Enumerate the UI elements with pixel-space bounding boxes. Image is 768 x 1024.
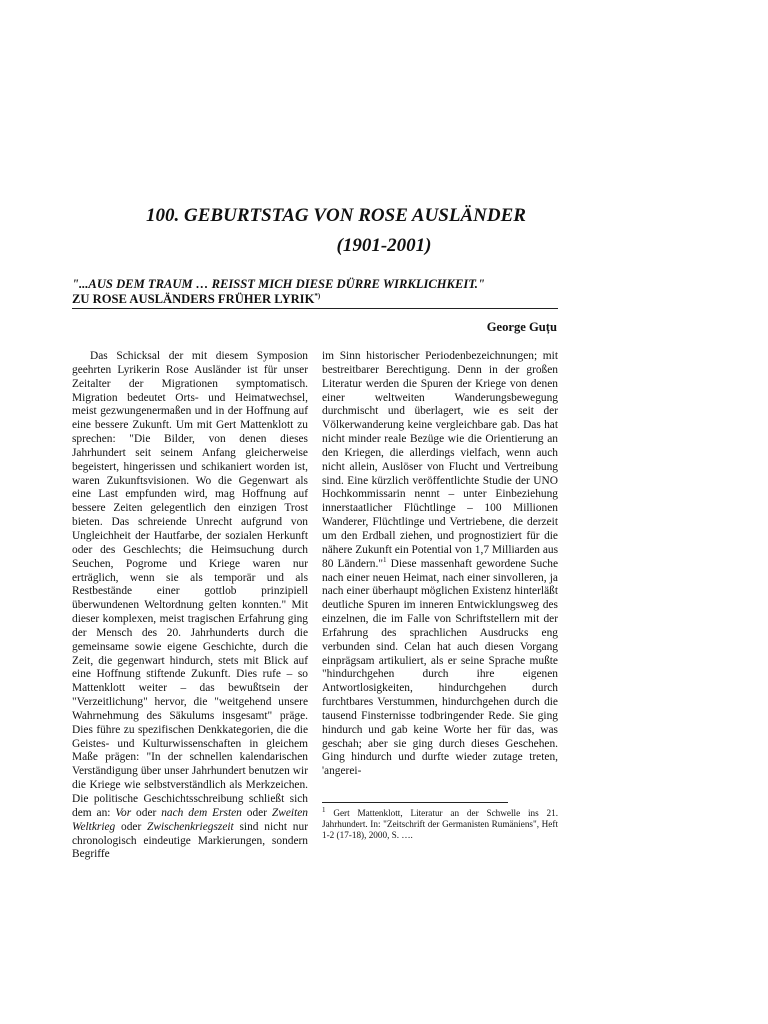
emphasis-text: Zweiten Weltkrieg bbox=[72, 806, 308, 833]
body-text: Diese massenhaft gewordene Suche nach einer neuen Heimat, nach einer sinvolleren, ja nach einer überhaupt möglichen Existenz hinterläßt deutliche Spuren im inneren Entwicklungsweg des einzelnen, die im Falle von Schriftstellern mit der Erfahrung des sprachlichen Ausdrucks eng verbunden sind. Celan hat auch diesen Vorgang einprägsam artikuliert, als er seine Sprache mußte "hindurchgehen durch ihre eigenen Antwortlosigkeiten, hindurchgehen durch furchtbares Verstummen, hindurchgehen durch die tausend Finsternisse todbringender Rede. Sie ging hindurch und gab keine Worte her für das, was geschah; aber sie ging durch dieses Geschehen. Ging hindurch und durfte wieder zutage treten, 'angerei- bbox=[322, 557, 559, 778]
title-divider bbox=[72, 308, 558, 309]
body-text: Das Schicksal der mit diesem Symposion geehrten Lyrikerin Rose Ausländer ist für unser Zeitalter der Migrationen symptomatisch. Migration bedeutet Orts- und Heimatwechsel, meist gezwungenermaßen und in der Hoffnung auf eine bessere Zukunft. Um mit Gert Mattenklott zu sprechen: "Die Bilder, von denen dieses Jahrhundert seit seinem Anfang gleicherweise begeistert, hingerissen und schikaniert worden ist, waren Zukunftsvisionen. Wo die Gegenwart als eine Last empfunden wird, mag Hoffnung auf bessere Zeiten gelegentlich den einzigen Trost bieten. Das schreiende Unrecht aufgrund von Ungleichheit der Hautfarbe, der sozialen Herkunft oder des Geschlechts; die Heimsuchung durch Seuchen, Pogrome und Kriege waren nur erträglich, wenn sie als temporär und als Restbestände einer gottlob prinzipiell überwundenen Weltordnung gelten konnten." Mit dieser komplexen, meist tragischen Erfahrung ging der Mensch des 20. Jahrhunderts durch die gemeinsame sowie eigene Geschichte, durch die Zeit, die gegenwart hindurch, stets mit Blick auf eine Hoffnung stiftende Zukunft. Dies rufe – so Mattenklott weiter – das bewußtsein der "Verzeitlichung" hervor, die "weitgehend unsere Wahrnehmung des Säkulums insgesamt" präge. Dies führe zu spezifischen Denkkategorien, die die Geistes- und Kulturwissenschaften in gleichem Maße prägen: "In der schnellen kalendarischen Verständigung über unser Jahrhundert benutzen wir die Kriege wie selbstverständlich als Merkzeichen. Die politische Geschichtsschreibung schließt sich dem an: bbox=[72, 350, 308, 819]
footnote bbox=[322, 805, 558, 841]
body-text: sind nicht nur chronologisch eindeutige Markierungen, sondern Begriffe bbox=[72, 820, 308, 861]
footnote-divider bbox=[322, 802, 508, 803]
footnote-number: 1 bbox=[322, 805, 326, 814]
body-column-right bbox=[322, 350, 558, 779]
footnote-text: Gert Mattenklott, Literatur an der Schwelle ins 21. Jahrhundert. In: "Zeitschrift der Germanisten Rumäniens", Heft 1-2 (17-18), 2000, S. …. bbox=[322, 808, 558, 840]
body-text: oder bbox=[115, 820, 148, 833]
body-column-left bbox=[72, 350, 308, 862]
article-title-years: (1901-2001) bbox=[336, 235, 432, 256]
body-paragraph bbox=[322, 350, 558, 779]
body-text: im Sinn historischer Periodenbezeichnungen; mit bestreitbarer Berechtigung. Denn in der großen Literatur werden die Spuren der Kriege von denen einer weltweiten Wanderungsbewegung durchmischt und überlagert, wie es seit der Völkerwanderung keine vergleichbare gab. Das hat nicht minder reale Bezüge wie die Orientierung an den Kriegen, die allerdings vielfach, wenn auch nicht allein, Auslöser von Flucht und Vertreibung sind. Eine kürzlich veröffentlichte Studie der UNO Hochkommissarin nennt – unter Einbeziehung innerstaatlicher Flüchtlinge – 100 Millionen Wanderer, Flüchtlinge und Vertriebene, die derzeit um den Erdball ziehen, und prognostiziert für die nähere Zukunft ein Potential von 1,7 Milliarden aus 80 Ländern." bbox=[322, 350, 558, 570]
article-title: 100. GEBURTSTAG VON ROSE AUSLÄNDER bbox=[146, 205, 526, 226]
footnote-reference[interactable]: 1 bbox=[382, 555, 387, 564]
body-text: oder bbox=[241, 806, 272, 819]
author-name: George Guțu bbox=[486, 320, 557, 334]
emphasis-text: Vor bbox=[115, 806, 132, 819]
body-text: oder bbox=[131, 806, 162, 819]
article-subtitle bbox=[72, 292, 558, 307]
body-paragraph bbox=[72, 350, 308, 862]
emphasis-text: Zwischenkriegszeit bbox=[147, 820, 234, 833]
subtitle-footnote-mark: *) bbox=[314, 291, 321, 300]
article-subtitle-text: ZU ROSE AUSLÄNDERS FRÜHER LYRIK bbox=[72, 292, 315, 306]
emphasis-text: nach dem Ersten bbox=[161, 806, 242, 819]
article-subtitle-quote: "...AUS DEM TRAUM … REISST MICH DIESE DÜRRE WIRKLICHKEIT." bbox=[72, 277, 485, 291]
